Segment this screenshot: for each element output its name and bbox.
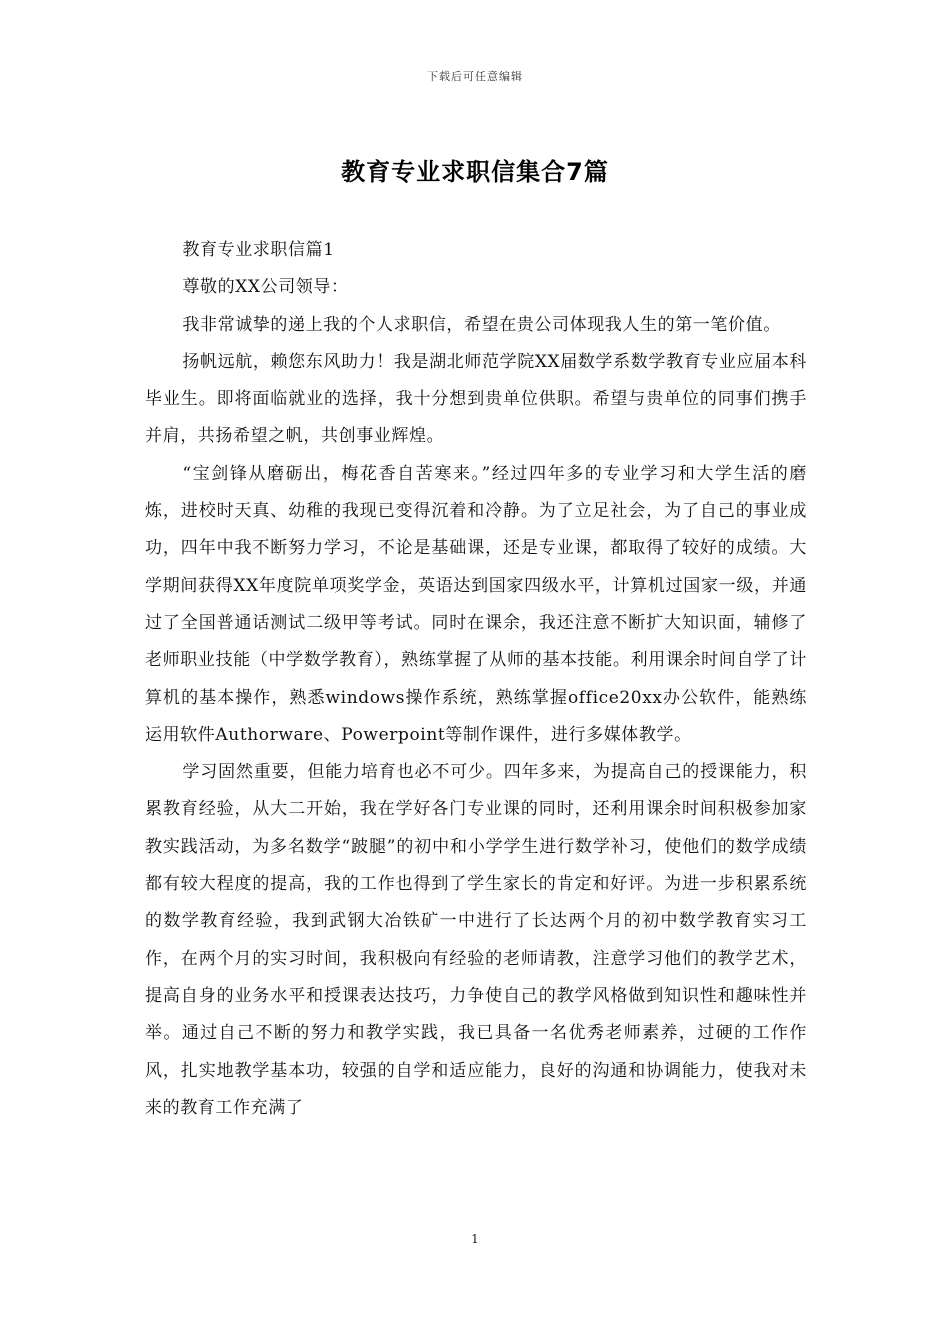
document-body	[145, 232, 807, 1127]
body-paragraph: 扬帆远航，赖您东风助力！我是湖北师范学院XX届数学系数学教育专业应届本科毕业生。即将面临就业的选择，我十分想到贵单位供职。希望与贵单位的同事们携手并肩，共扬希望之帆，共创事业辉煌。	[145, 351, 807, 447]
body-paragraph: “宝剑锋从磨砺出，梅花香自苦寒来。”经过四年多的专业学习和大学生活的磨炼，进校时天真、幼稚的我现已变得沉着和冷静。为了立足社会，为了自己的事业成功，四年中我不断努力学习，不论是基础课，还是专业课，都取得了较好的成绩。大学期间获得XX年度院单项奖学金，英语达到国家四级水平，计算机过国家一级，并通过了全国普通话测试二级甲等考试。同时在课余，我还注意不断扩大知识面，辅修了老师职业技能（中学数学教育），熟练掌握了从师的基本技能。利用课余时间自学了计算机的基本操作，熟悉windows操作系统，熟练掌握office20xx办公软件，能熟练运用软件Authorware、Powerpoint等制作课件，进行多媒体教学。	[145, 463, 807, 745]
section-heading: 教育专业求职信篇1	[182, 240, 335, 260]
body-paragraph: 我非常诚挚的递上我的个人求职信，希望在贵公司体现我人生的第一笔价值。	[182, 314, 781, 335]
body-paragraph: 学习固然重要，但能力培育也必不可少。四年多来，为提高自己的授课能力，积累教育经验，从大二开始，我在学好各门专业课的同时，还利用课余时间积极参加家教实践活动，为多名数学“跛腿”的初中和小学学生进行数学补习，使他们的数学成绩都有较大程度的提高，我的工作也得到了学生家长的肯定和好评。为进一步积累系统的数学教育经验，我到武钢大冶铁矿一中进行了长达两个月的初中数学教育实习工作，在两个月的实习时间，我积极向有经验的老师请教，注意学习他们的教学艺术，提高自身的业务水平和授课表达技巧，力争使自己的教学风格做到知识性和趣味性并举。通过自己不断的努力和教学实践，我已具备一名优秀老师素养，过硬的工作作风，扎实地教学基本功，较强的自学和适应能力，良好的沟通和协调能力，使我对未来的教育工作充满了	[145, 762, 807, 1118]
document-title: 教育专业求职信集合7篇	[341, 158, 609, 186]
page-number: 1	[471, 1232, 479, 1246]
salutation: 尊敬的XX公司领导：	[182, 277, 349, 298]
header-note: 下载后可任意编辑	[427, 70, 523, 83]
